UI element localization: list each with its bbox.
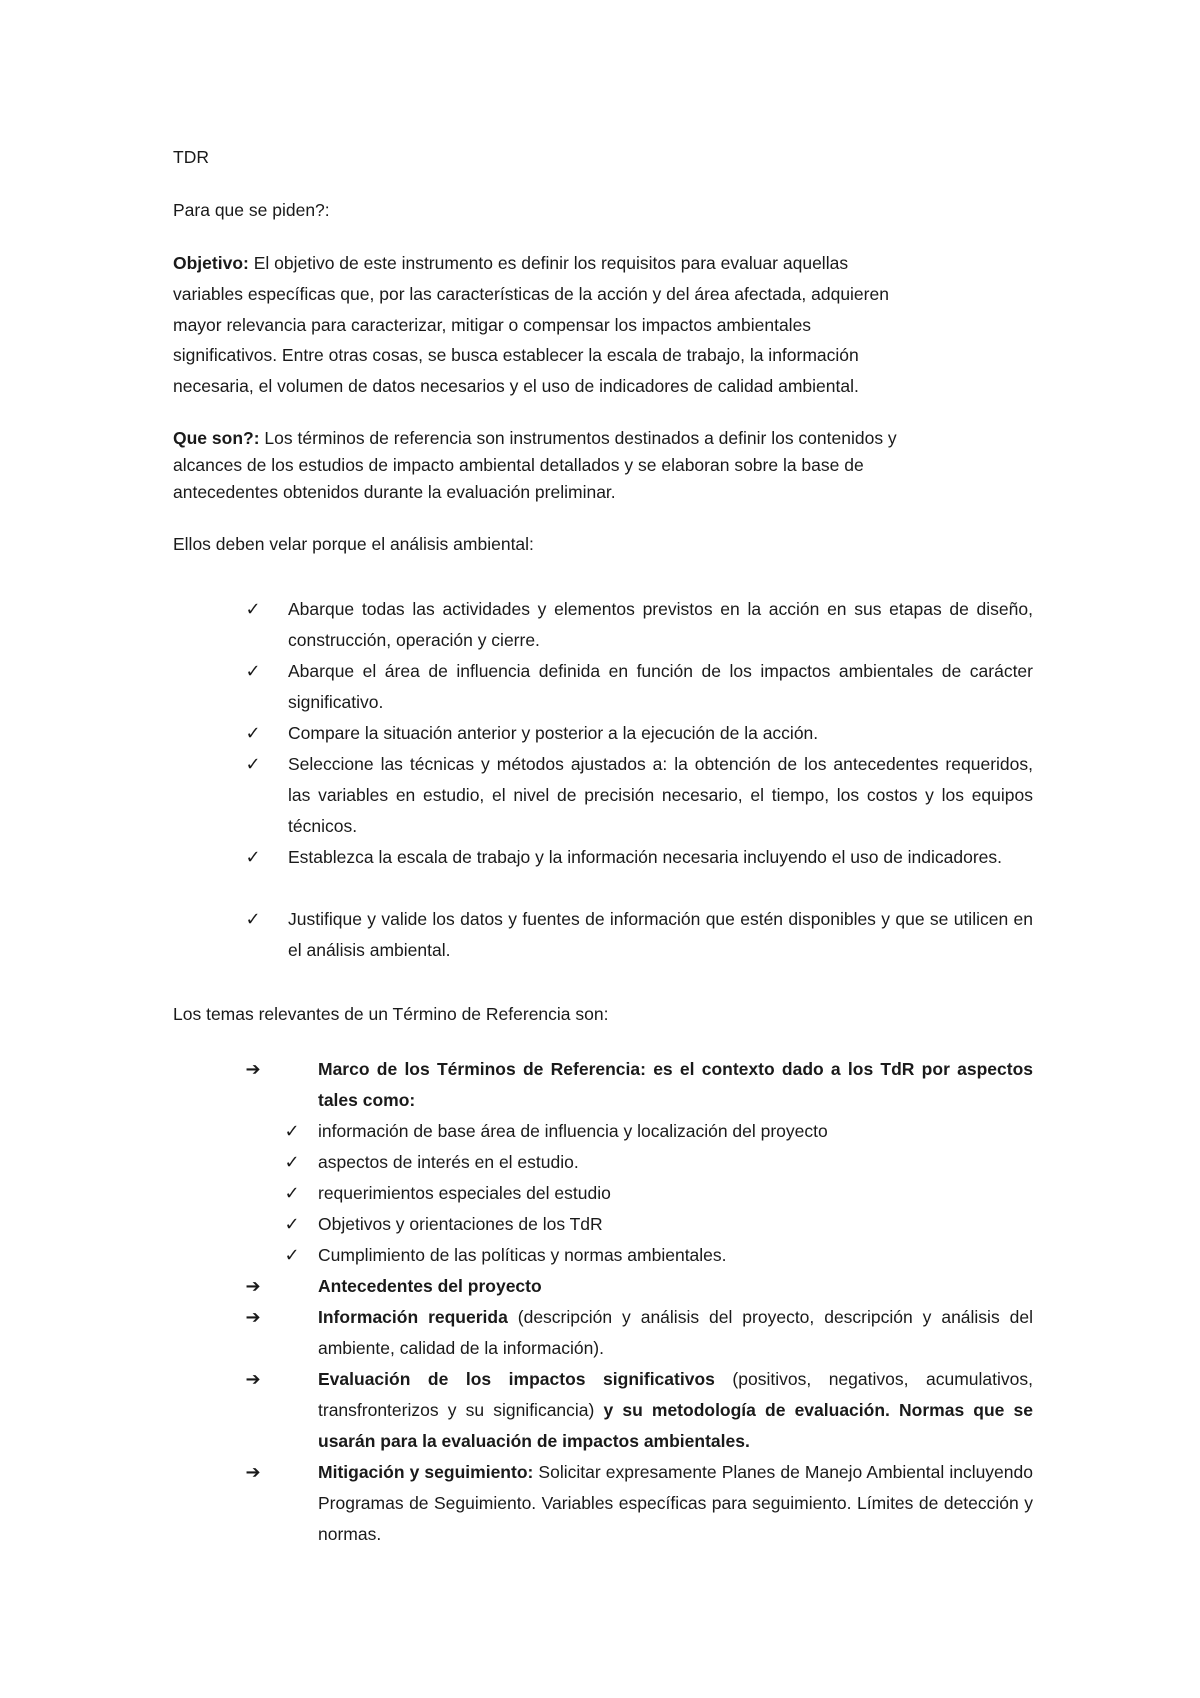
arrow-icon: ➔ — [245, 1059, 261, 1080]
ellos-item-2: Abarque el área de influencia definida en función de los impactos ambientales de carácter significativo. — [288, 661, 1033, 712]
marco-item-4: Objetivos y orientaciones de los TdR — [318, 1214, 603, 1234]
que-son-label: Que son?: — [173, 428, 260, 448]
tema-antecedentes: Antecedentes del proyecto — [318, 1276, 542, 1296]
tema-marco: Marco de los Términos de Referencia: es el contexto dado a los TdR por aspectos tales como: — [318, 1059, 1033, 1110]
check-icon: ✓ — [284, 1152, 300, 1173]
document-title: TDR — [173, 147, 209, 167]
arrow-icon: ➔ — [245, 1276, 261, 1297]
check-icon: ✓ — [284, 1183, 300, 1204]
tema-evaluacion — [318, 1364, 1033, 1457]
objetivo-line-3: mayor relevancia para caracterizar, mitigar o compensar los impactos ambientales — [173, 315, 812, 335]
informacion-text: (descripción y análisis del proyecto, descripción y análisis del ambiente, calidad de la información). — [318, 1307, 1033, 1358]
tema-mitigacion — [318, 1457, 1033, 1550]
check-icon: ✓ — [245, 847, 261, 868]
informacion-label: Información requerida — [318, 1307, 508, 1327]
check-icon: ✓ — [284, 1245, 300, 1266]
objetivo-line-2: variables específicas que, por las características de la acción y del área afectada, adquieren — [173, 284, 889, 304]
objetivo-line-5: necesaria, el volumen de datos necesarios y el uso de indicadores de calidad ambiental. — [173, 376, 859, 396]
objetivo-line-4: significativos. Entre otras cosas, se busca establecer la escala de trabajo, la información — [173, 345, 859, 365]
evaluacion-label: Evaluación de los impactos significativos — [318, 1369, 715, 1389]
objetivo-line-1 — [173, 248, 848, 279]
mitigacion-text: Solicitar expresamente Planes de Manejo Ambiental incluyendo Programas de Seguimiento. Variables específicas para seguimiento. Límites de detección y normas. — [318, 1462, 1033, 1544]
ellos-item-4: Seleccione las técnicas y métodos ajustados a: la obtención de los antecedentes requeridos, las variables en estudio, el nivel de precisión necesario, el tiempo, los costos y los equipos técnicos. — [288, 754, 1033, 836]
que-son-line-2: alcances de los estudios de impacto ambiental detallados y se elaboran sobre la base de — [173, 455, 864, 475]
marco-item-1: información de base área de influencia y localización del proyecto — [318, 1121, 828, 1141]
evaluacion-metodologia: y su metodología de evaluación. Normas que se usarán para la evaluación de impactos ambientales. — [318, 1400, 1033, 1451]
tema-informacion — [318, 1302, 1033, 1364]
objetivo-text-1: El objetivo de este instrumento es definir los requisitos para evaluar aquellas — [248, 253, 849, 273]
check-icon: ✓ — [245, 599, 261, 620]
arrow-icon: ➔ — [245, 1307, 261, 1328]
evaluacion-text: (positivos, negativos, acumulativos, transfronterizos y su significancia) — [318, 1369, 1033, 1420]
ellos-item-5: Establezca la escala de trabajo y la información necesaria incluyendo el uso de indicadores. — [288, 847, 1003, 867]
marco-item-3: requerimientos especiales del estudio — [318, 1183, 611, 1203]
arrow-icon: ➔ — [245, 1462, 261, 1483]
ellos-intro: Ellos deben velar porque el análisis ambiental: — [173, 534, 534, 554]
marco-item-2: aspectos de interés en el estudio. — [318, 1152, 579, 1172]
check-icon: ✓ — [245, 754, 261, 775]
check-icon: ✓ — [284, 1121, 300, 1142]
que-son-line-3: antecedentes obtenidos durante la evaluación preliminar. — [173, 482, 616, 502]
temas-intro: Los temas relevantes de un Término de Referencia son: — [173, 1004, 609, 1024]
ellos-item-6: Justifique y valide los datos y fuentes de información que estén disponibles y que se utilicen en el análisis ambiental. — [288, 909, 1033, 960]
ellos-item-3: Compare la situación anterior y posterior a la ejecución de la acción. — [288, 723, 819, 743]
check-icon: ✓ — [245, 661, 261, 682]
check-icon: ✓ — [245, 723, 261, 744]
que-son-text-1: Los términos de referencia son instrumentos destinados a definir los contenidos y — [259, 428, 897, 448]
ellos-item-1: Abarque todas las actividades y elementos previstos en la acción en sus etapas de diseño, construcción, operación y cierre. — [288, 599, 1033, 650]
check-icon: ✓ — [245, 909, 261, 930]
objetivo-label: Objetivo: — [173, 253, 249, 273]
arrow-icon: ➔ — [245, 1369, 261, 1390]
mitigacion-label: Mitigación y seguimiento: — [318, 1462, 534, 1482]
question-para-que: Para que se piden?: — [173, 200, 330, 220]
marco-item-5: Cumplimiento de las políticas y normas ambientales. — [318, 1245, 727, 1265]
check-icon: ✓ — [284, 1214, 300, 1235]
